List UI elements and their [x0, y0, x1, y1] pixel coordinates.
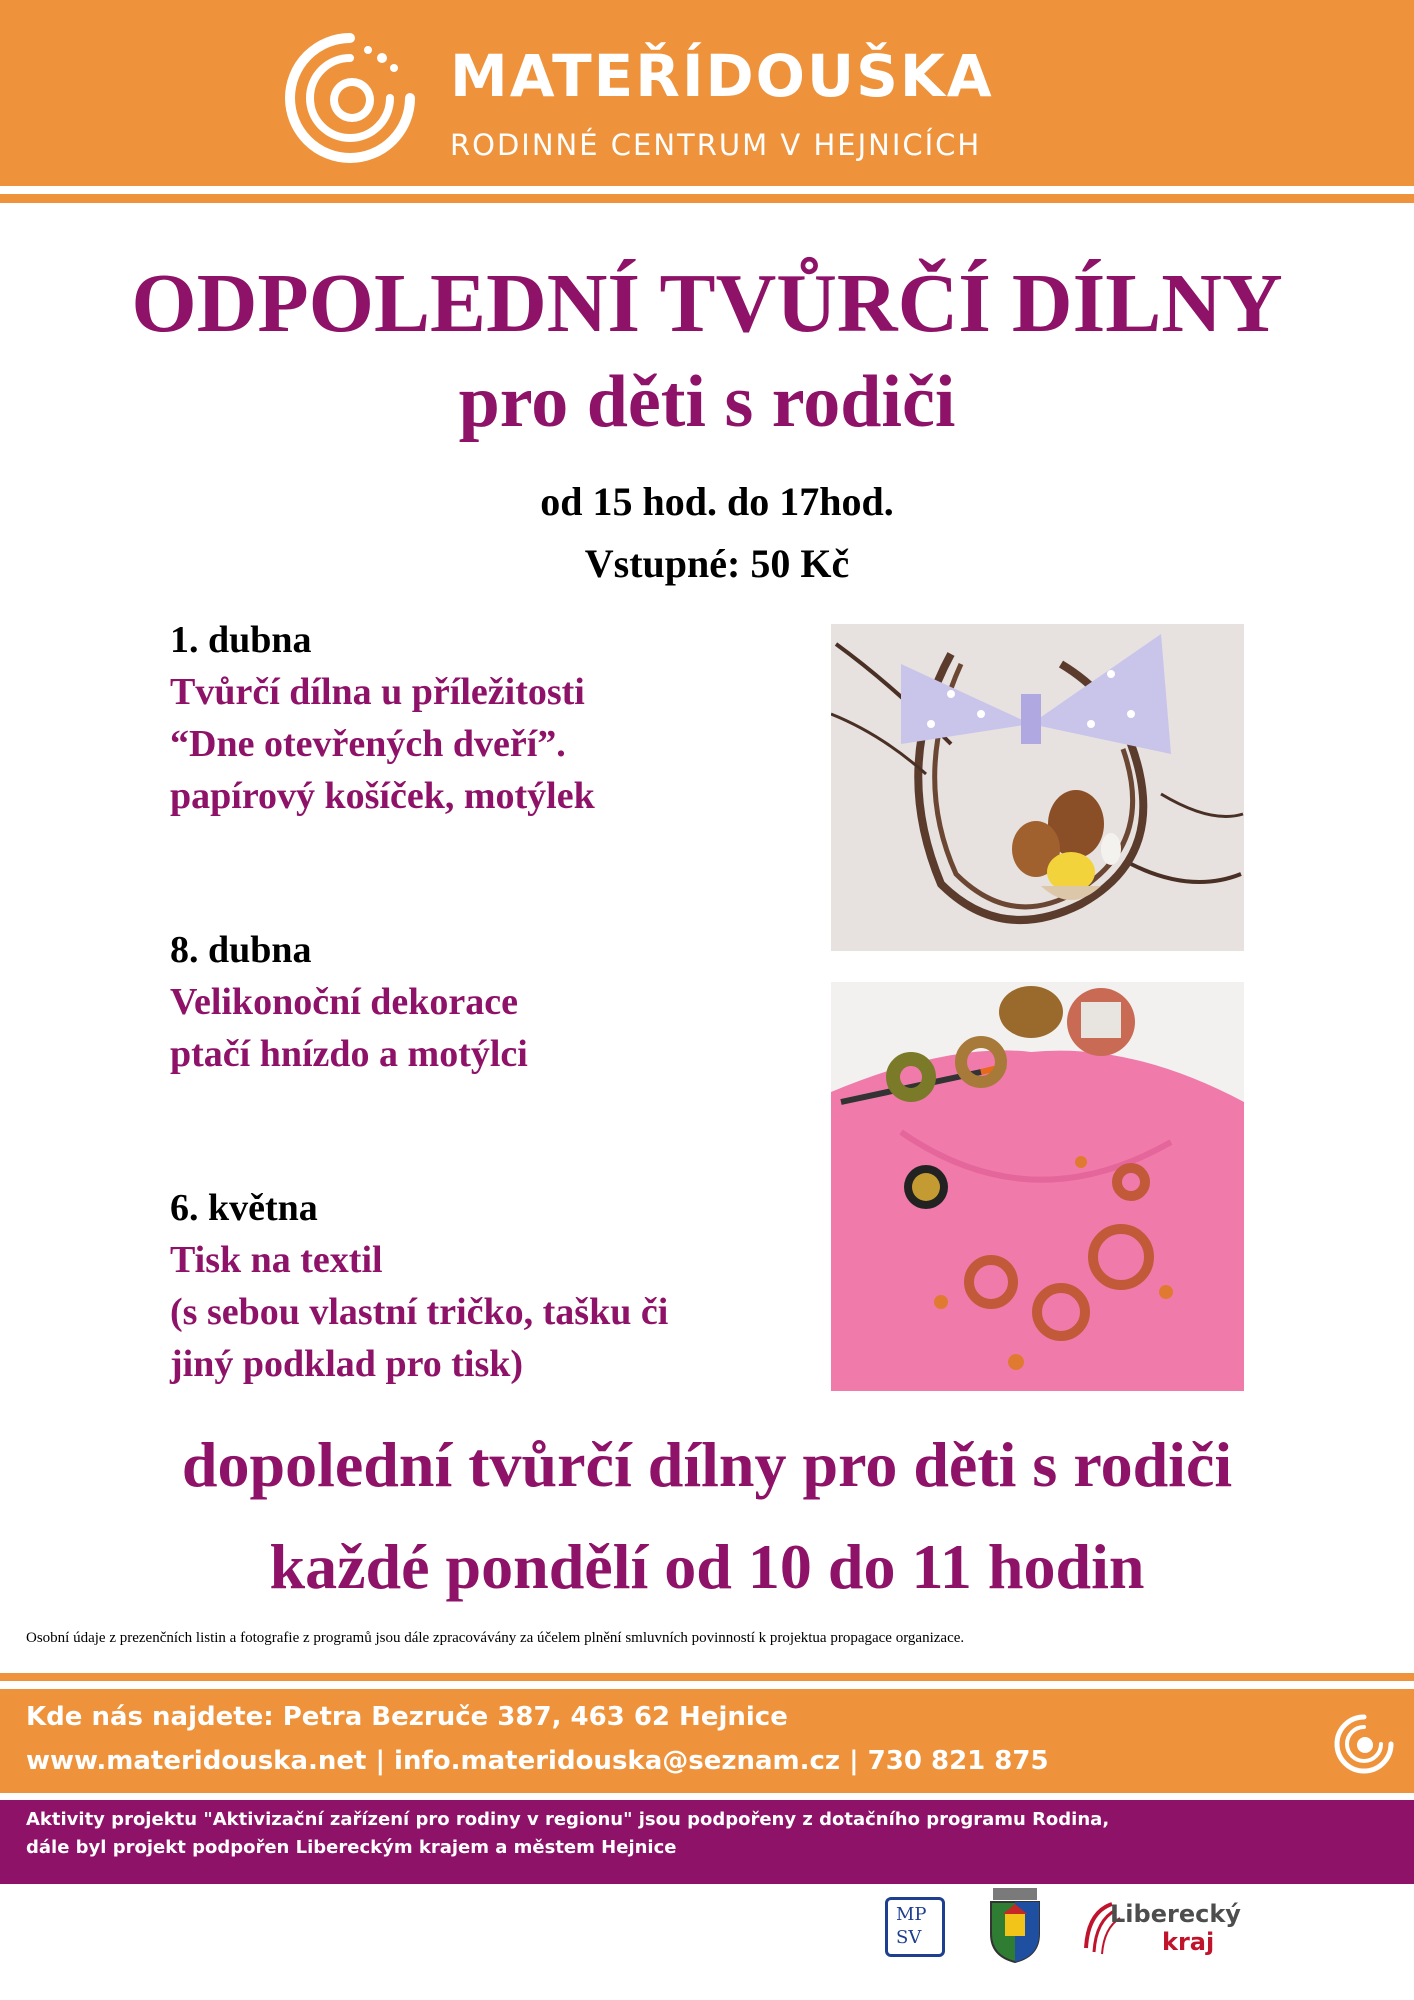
mpsv-logo-top: MP	[896, 1904, 927, 1925]
event-desc: (s sebou vlastní tričko, tašku či	[170, 1291, 669, 1333]
event-date: 6. května	[170, 1187, 318, 1229]
morning-workshops-title: dopolední tvůrčí dílny pro děti s rodiči	[181, 1429, 1233, 1500]
opening-time: od 15 hod. do 17hod.	[540, 479, 894, 524]
event-desc: papírový košíček, motýlek	[170, 775, 595, 817]
morning-workshops-time: každé pondělí od 10 do 11 hodin	[269, 1531, 1145, 1602]
painted-tshirt-photo	[831, 982, 1244, 1391]
liberec-logo-text: Liberecký	[1110, 1900, 1241, 1928]
hejnice-crest-icon	[985, 1884, 1045, 1964]
header-divider	[0, 186, 1414, 194]
footer-stripe	[0, 1673, 1414, 1681]
liberec-logo-text: kraj	[1162, 1928, 1215, 1956]
event-desc: Velikonoční dekorace	[170, 981, 518, 1023]
event-date: 1. dubna	[170, 619, 312, 661]
easter-basket-photo	[831, 624, 1244, 951]
event-desc: ptačí hnízdo a motýlci	[170, 1033, 528, 1075]
event-desc: Tisk na textil	[170, 1239, 383, 1281]
event-item	[170, 924, 810, 1080]
privacy-notice: Osobní údaje z prezenčních listin a fotografie z programů jsou dále zpracovávány za účelem plnění smluvních povinností k projektua propagace organizace.	[26, 1630, 965, 1646]
page-title: ODPOLEDNÍ TVŮRČÍ DÍLNY	[131, 257, 1283, 350]
materidouska-logo-icon	[280, 28, 420, 168]
brand-name: MATEŘÍDOUŠKA	[450, 42, 994, 110]
footer-address: Kde nás najdete: Petra Bezruče 387, 463 62 Hejnice	[26, 1702, 788, 1732]
event-date: 8. dubna	[170, 929, 312, 971]
event-desc: “Dne otevřených dveří”.	[170, 723, 566, 765]
support-text: dále byl projekt podpořen Libereckým krajem a městem Hejnice	[26, 1837, 677, 1858]
page-subtitle: pro děti s rodiči	[458, 361, 956, 443]
event-desc: jiný podklad pro tisk)	[170, 1343, 524, 1385]
event-item	[170, 614, 810, 822]
mpsv-logo	[885, 1897, 945, 1957]
mpsv-logo-bottom: SV	[896, 1927, 922, 1948]
support-text: Aktivity projektu "Aktivizační zařízení pro rodiny v regionu" jsou podpořeny z dotačního programu Rodina,	[26, 1809, 1110, 1830]
event-desc: Tvůrčí dílna u příležitosti	[170, 671, 585, 713]
entrance-fee: Vstupné: 50 Kč	[584, 541, 850, 586]
event-item	[170, 1182, 810, 1390]
header-stripe	[0, 194, 1414, 203]
brand-subtitle: RODINNÉ CENTRUM V HEJNICÍCH	[450, 128, 982, 162]
footer-contact[interactable]: www.materidouska.net | info.materidouska@seznam.cz | 730 821 875	[26, 1746, 1049, 1776]
materidouska-small-logo-icon	[1333, 1713, 1395, 1775]
